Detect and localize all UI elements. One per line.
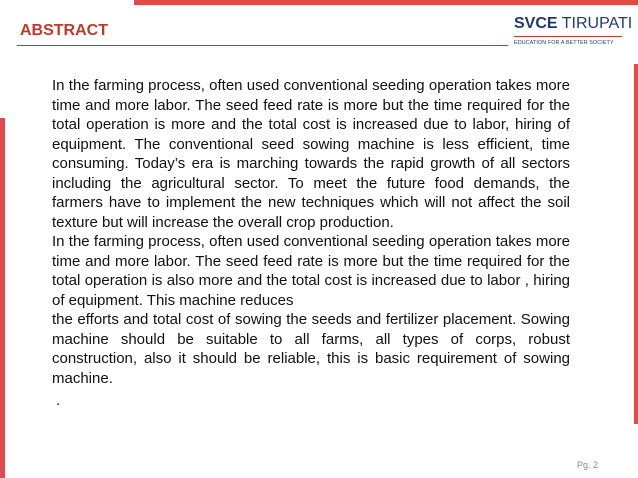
abstract-paragraph-3: the efforts and total cost of sowing the seeds and fertilizer placement. Sowing machine should be suitable to all farms, all types of corps, robust construction, also it should be reliable, this is basic requirement of sowing machine.	[52, 311, 570, 387]
abstract-paragraph-2: In the farming process, often used conventional seeding operation takes more time and more labor. The seed feed rate is more but the time required for the total operation is also more and the total cost is increased due to labor , hiring of equipment. This machine reduces	[52, 233, 570, 309]
page-number: Pg. 2	[577, 460, 599, 470]
logo-light-text: TIRUPATI	[557, 15, 633, 32]
top-accent-bar	[134, 0, 638, 5]
abstract-body	[52, 76, 570, 388]
right-accent-bar	[634, 64, 638, 424]
trailing-mark: .	[56, 392, 61, 409]
logo-underline	[514, 36, 622, 37]
logo-bold-text: SVCE	[514, 15, 558, 32]
svce-logo	[514, 14, 633, 52]
logo-wordmark	[514, 14, 633, 34]
left-accent-bar	[0, 118, 5, 478]
slide-title: ABSTRACT	[20, 22, 108, 39]
abstract-paragraph-1: In the farming process, often used conventional seeding operation takes more time and more labor. The seed feed rate is more but the time required for the total operation is more and the total cost is increased due to labor, hiring of equipment. The conventional seed sowing machine is less efficient, time consuming. Today’s era is marching towards the rapid growth of all sectors including the agricultural sector. To meet the future food demands, the farmers have to implement the new techniques which will not affect the soil texture but will increase the overall crop production.	[52, 77, 570, 231]
title-underline	[17, 45, 508, 46]
logo-tagline: EDUCATION FOR A BETTER SOCIETY	[514, 40, 614, 46]
